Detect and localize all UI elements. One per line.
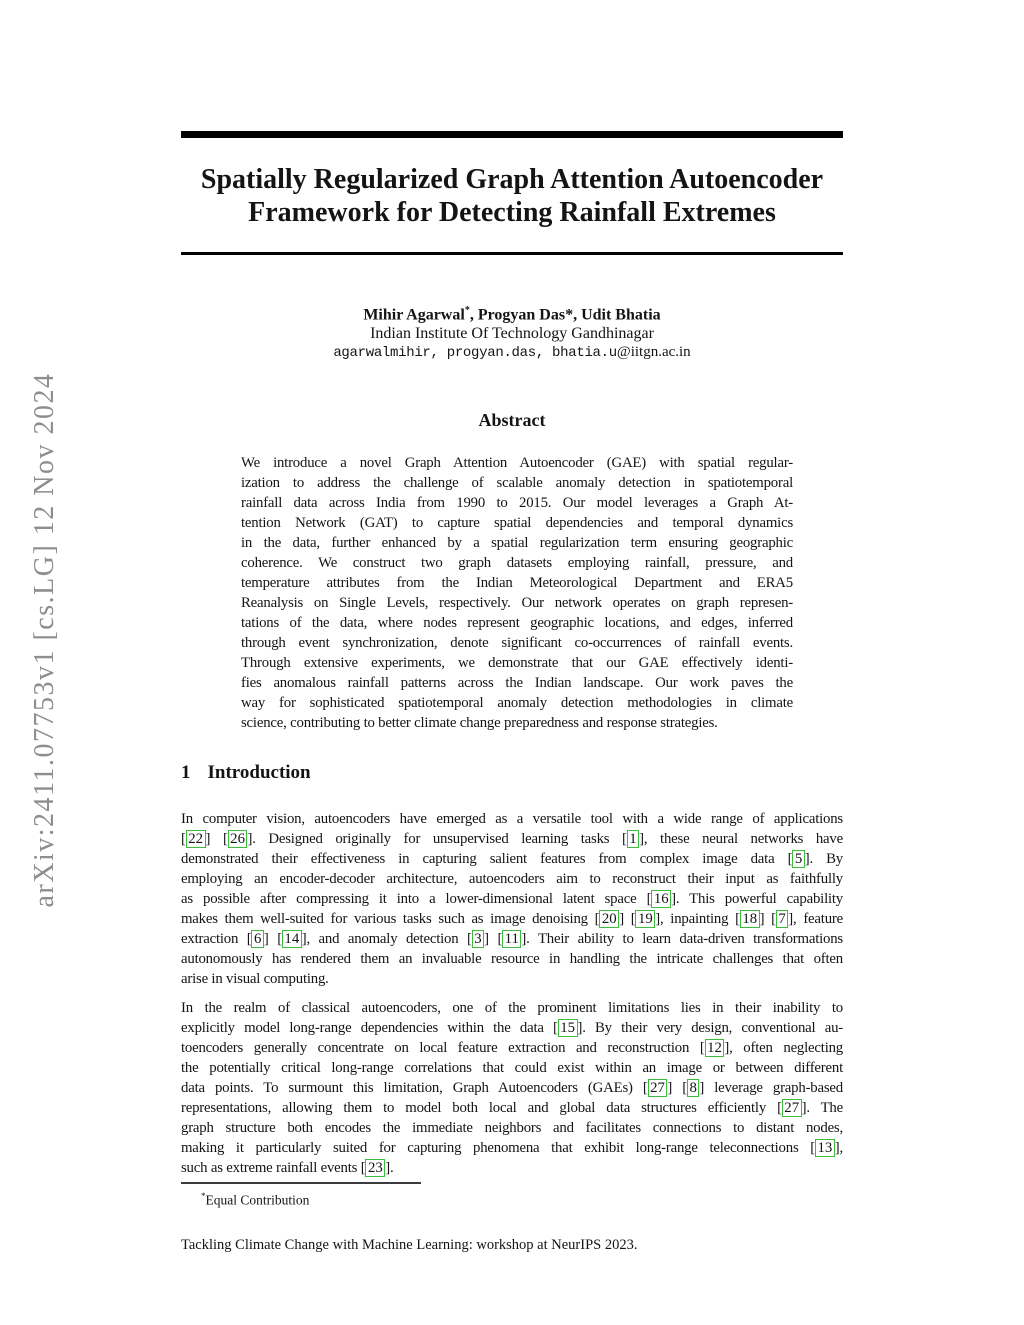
abstract-line: rainfall data across India from 1990 to 2015. Our model leverages a Graph At- (241, 495, 793, 512)
abstract-line: way for sophisticated spatiotemporal anomaly detection methodologies in climate (241, 695, 793, 712)
abstract-line: Reanalysis on Single Levels, respectively. Our network operates on graph represen- (241, 595, 793, 612)
abstract-line: through event synchronization, denote significant co-occurrences of rainfall events. (241, 635, 793, 652)
citation-link[interactable]: 11 (502, 930, 521, 948)
citation-link[interactable]: 27 (648, 1079, 668, 1097)
author-names (181, 301, 843, 324)
citation-link[interactable]: 22 (186, 830, 206, 848)
venue-footer: Tackling Climate Change with Machine Learning: workshop at NeurIPS 2023. (181, 1236, 638, 1253)
author-block (181, 301, 843, 363)
citation-link[interactable]: 6 (251, 930, 263, 948)
intro-paragraph-1 (181, 809, 843, 989)
section-heading-introduction (181, 761, 843, 785)
section-title: Introduction (207, 762, 311, 784)
body-text-line: demonstrated their effectiveness in capturing salient features from complex image data [ 5 ]. By (181, 851, 844, 868)
abstract-heading: Abstract (478, 410, 546, 431)
title-rule (181, 252, 843, 255)
footnote-rule (181, 1182, 421, 1184)
introduction-paragraphs (181, 809, 843, 1178)
arxiv-watermark: arXiv:2411.07753v1 [cs.LG] 12 Nov 2024 (29, 372, 60, 908)
body-text-line: as possible after compressing it into a lower-dimensional latent space [ 16 ]. This powerful capability (181, 891, 843, 908)
author-name-first: Mihir Agarwal (363, 306, 465, 324)
body-text-line: making it particularly suited for capturing phenomena that exhibit long-range teleconnections [ 13 ], (181, 1140, 843, 1157)
abstract-line: science, contributing to better climate change preparedness and response strategies. (241, 715, 718, 732)
citation-link[interactable]: 27 (782, 1099, 802, 1117)
citation-link[interactable]: 8 (687, 1079, 699, 1097)
paper-title (181, 163, 843, 229)
affiliation: Indian Institute Of Technology Gandhinagar (370, 325, 654, 343)
citation-link[interactable]: 14 (282, 930, 302, 948)
abstract-line: temperature attributes from the Indian Meteorological Department and ERA5 (241, 575, 793, 592)
citation-link[interactable]: 20 (599, 910, 619, 928)
body-text-line: toencoders generally concentrate on local feature extraction and reconstruction [ 12 ], often neglecting (181, 1040, 843, 1057)
citation-link[interactable]: 3 (472, 930, 484, 948)
body-text-line: In computer vision, autoencoders have emerged as a versatile tool with a wide range of applications (181, 811, 843, 828)
email-addresses: agarwalmihir, progyan.das, bhatia.u (333, 345, 617, 362)
abstract-body (241, 453, 793, 733)
citation-link[interactable]: 23 (365, 1159, 385, 1177)
author-names-rest: , Progyan Das*, Udit Bhatia (469, 306, 661, 324)
equal-contribution-marker: * (464, 305, 470, 316)
paper-title-line2: Framework for Detecting Rainfall Extremes (248, 197, 776, 228)
abstract-line: Through extensive experiments, we demonstrate that our GAE effectively identi- (241, 655, 793, 672)
citation-link[interactable]: 19 (635, 910, 655, 928)
body-text-line: explicitly model long-range dependencies within the data [ 15 ]. By their very design, conventional au- (181, 1020, 843, 1037)
citation-link[interactable]: 13 (815, 1139, 835, 1157)
body-text-line: arise in visual computing. (181, 971, 329, 988)
abstract-line: tention Network (GAT) to capture spatial dependencies and temporal dynamics (241, 515, 793, 532)
body-text-line: graph structure both encodes the immediate neighbors and facilitates connections to distant nodes, (181, 1120, 843, 1137)
body-text-line: autonomously has rendered them an invaluable resource in handling the intricate challenges that often (181, 951, 843, 968)
email-line (181, 343, 843, 363)
body-text-line: data points. To surmount this limitation, Graph Autoencoders (GAEs) [ 27 ] [ 8 ] leverage graph-based (181, 1080, 843, 1097)
citation-link[interactable]: 7 (776, 910, 788, 928)
abstract-line: We introduce a novel Graph Attention Autoencoder (GAE) with spatial regular- (241, 455, 793, 472)
citation-link[interactable]: 26 (228, 830, 248, 848)
abstract-line: fies anomalous rainfall patterns across the Indian landscape. Our work paves the (241, 675, 793, 692)
body-text-line: In the realm of classical autoencoders, one of the prominent limitations lies in their inability to (181, 1000, 843, 1017)
section-number: 1 (181, 762, 191, 784)
body-text-line: such as extreme rainfall events [ 23 ]. (181, 1160, 394, 1177)
top-rule (181, 131, 843, 138)
footnote (181, 1187, 843, 1210)
footnote-marker: * (201, 1191, 206, 1202)
paper-content-column (181, 0, 843, 1254)
intro-paragraph-2 (181, 998, 843, 1178)
citation-link[interactable]: 12 (705, 1039, 725, 1057)
abstract-line: ization to address the challenge of scalable anomaly detection in spatiotemporal (241, 475, 793, 492)
abstract-line: coherence. We construct two graph datasets employing rainfall, pressure, and (241, 555, 793, 572)
citation-link[interactable]: 1 (627, 830, 639, 848)
abstract-line: in the data, further enhanced by a spatial regularization term ensuring geographic (241, 535, 793, 552)
body-text-line: makes them well-suited for various tasks such as image denoising [ 20 ] [ 19 ], inpainting [ 18 ] [ 7 ], feature (181, 911, 843, 928)
body-text-line: extraction [ 6 ] [ 14 ], and anomaly detection [ 3 ] [ 11 ]. Their ability to learn data-driven transformations (181, 931, 843, 948)
citation-link[interactable]: 18 (740, 910, 760, 928)
citation-link[interactable]: 16 (651, 890, 671, 908)
citation-link[interactable]: 15 (558, 1019, 578, 1037)
abstract-line: tations of the data, where nodes represent geographic locations, and edges, inferred (241, 615, 793, 632)
body-text-line: employing an encoder-decoder architecture, autoencoders aim to reconstruct their input as faithfully (181, 871, 843, 888)
citation-link[interactable]: 5 (792, 850, 804, 868)
body-text-line: [ 22 ] [ 26 ]. Designed originally for unsupervised learning tasks [ 1 ], these neural networks have (181, 831, 843, 848)
body-text-line: representations, allowing them to model both local and global data structures efficiently [ 27 ]. The (181, 1100, 843, 1117)
body-text-line: the potentially critical long-range correlations that could exist within an image or between different (181, 1060, 843, 1077)
email-domain: @iitgn.ac.in (616, 344, 691, 361)
paper-title-line1: Spatially Regularized Graph Attention Autoencoder (200, 164, 824, 195)
footnote-text: Equal Contribution (205, 1192, 310, 1208)
